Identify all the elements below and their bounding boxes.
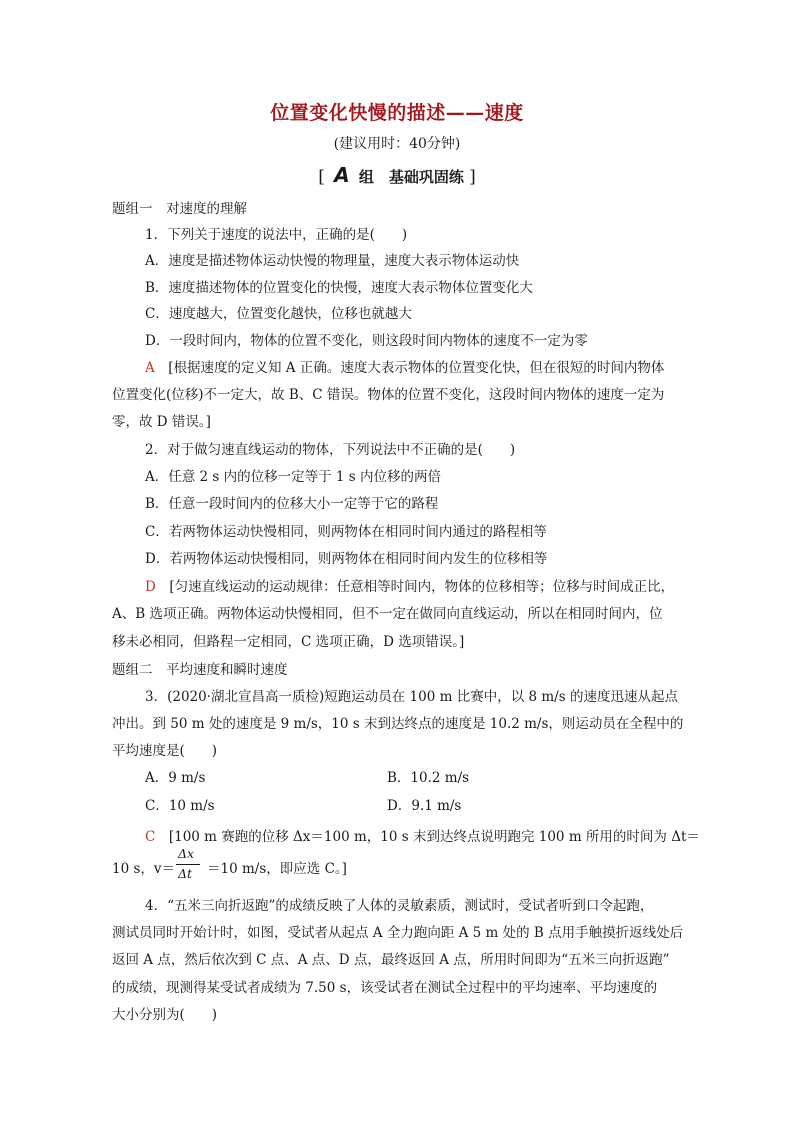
text-line: [145, 495, 438, 513]
text-line: [145, 305, 412, 323]
text-line: [145, 578, 674, 596]
line-text: 题组一 对速度的理解: [112, 201, 247, 217]
text-line: [112, 413, 211, 431]
line-text: 冲出。到 50 m 处的速度是 9 m/s，10 s 末到达终点的速度是 10.2 m/s，则运动员在全程中的: [112, 716, 684, 732]
line-text: D．若两物体运动快慢相同，则两物体在相同时间内发生的位移相等: [145, 551, 548, 567]
q3-option: D．9.1 m/s: [387, 798, 462, 814]
text-line: [145, 897, 653, 915]
line-text: A、B 选项正确。两物体运动快慢相同，但不一定在做同向直线运动，所以在相同时间内，位: [112, 606, 663, 622]
text-line: [112, 605, 662, 623]
line-text: 测试员同时开始计时，如图，受试者从起点 A 全力跑向距 A 5 m 处的 B 点用手触摸折返线处后: [112, 925, 684, 941]
text-line: [145, 279, 533, 297]
line-text: 移未必相同，但路程一定相同，C 选项正确，D 选项错误。]: [112, 634, 465, 650]
group-heading: [0, 163, 794, 187]
line-text: A．速度是描述物体运动快慢的物理量，速度大表示物体运动快: [145, 253, 520, 269]
line-text: A．任意 2 s 内的位移一定等于 1 s 内位移的两倍: [145, 469, 442, 485]
line-text: 1．下列关于速度的说法中，正确的是( ): [145, 227, 408, 243]
line-text: B．速度描述物体的位置变化的快慢，速度大表示物体位置变化大: [145, 280, 533, 296]
q3-option: B．10.2 m/s: [387, 770, 470, 786]
line-text: 题组二 平均速度和瞬时速度: [112, 662, 288, 678]
text-line: [112, 661, 288, 679]
text-line: [112, 924, 683, 942]
q3-answer-line-2: [112, 860, 347, 878]
line-text: 4．“五米三向折返跑”的成绩反映了人体的灵敏素质，测试时，受试者听到口令起跑，: [145, 898, 654, 914]
q3-option: A．9 m/s: [145, 770, 206, 786]
text-line: [145, 226, 407, 244]
line-text: 大小分别为( ): [112, 1007, 218, 1023]
fraction-numerator: Δx: [178, 846, 195, 861]
text-line: [112, 951, 670, 969]
line-text: 2．对于做匀速直线运动的物体，下列说法中不正确的是( ): [145, 442, 516, 458]
answer-letter: A: [145, 360, 155, 376]
fraction-bar: [176, 864, 200, 865]
q3-option: C．10 m/s: [145, 798, 215, 814]
line-text: [匀速直线运动的运动规律：任意相等时间内，物体的位移相等；位移与时间成正比，: [155, 579, 675, 595]
text-line: [145, 359, 664, 377]
text-line: [112, 200, 247, 218]
q3-answer-line2-pre: 10 s，v＝: [112, 861, 176, 877]
q3-answer-line2-post: ＝10 m/s，即应选 C。]: [207, 861, 347, 877]
q3-answer-letter: C: [145, 829, 156, 845]
group-letter: A: [334, 163, 350, 187]
text-line: [145, 252, 519, 270]
line-text: C．若两物体运动快慢相同，则两物体在相同时间内通过的路程相等: [145, 524, 547, 540]
text-line: [112, 1006, 217, 1024]
line-text: 位置变化(位移)不一定大，故 B、C 错误。物体的位置不变化，这段时间内物体的速度一定为: [112, 387, 665, 403]
line-text: [根据速度的定义知 A 正确。速度大表示物体的位置变化快，但在很短的时间内物体: [154, 360, 665, 376]
line-text: 零，故 D 错误。]: [112, 414, 211, 430]
text-line: [112, 715, 683, 733]
text-line: [112, 633, 464, 651]
line-text: 3．(2020·湖北宣昌高一质检)短跑运动员在 100 m 比赛中，以 8 m/s 的速度迅速从起点: [145, 689, 678, 705]
text-line: [112, 742, 217, 760]
text-line: [145, 550, 547, 568]
text-line: [145, 523, 547, 541]
line-text: 平均速度是( ): [112, 743, 218, 759]
time-suggestion: (建议用时：40分钟): [333, 136, 461, 152]
q3-answer-text: [100 m 赛跑的位移 Δx＝100 m，10 s 末到达终点说明跑完 100 m 所用的时间为 Δt＝: [155, 829, 700, 845]
q3-answer-line-1: [145, 828, 700, 846]
line-text: C．速度越大，位置变化越快，位移也就越大: [145, 306, 412, 322]
group-bracket-left: [: [318, 167, 325, 187]
line-text: 返回 A 点，然后依次到 C 点、A 点、D 点，最终返回 A 点，所用时间即为“五米三向折返跑”: [112, 952, 670, 968]
page-title: 位置变化快慢的描述——速度: [270, 102, 524, 124]
group-label: 组 基础巩固练: [358, 168, 464, 186]
text-line: [145, 441, 515, 459]
fraction-denominator: Δt: [178, 866, 193, 881]
answer-letter: D: [145, 579, 156, 595]
text-line: [145, 332, 588, 350]
text-line: [145, 688, 678, 706]
line-text: D．一段时间内，物体的位置不变化，则这段时间内物体的速度不一定为零: [145, 333, 588, 349]
group-bracket-right: ]: [469, 167, 476, 187]
text-line: [112, 979, 657, 997]
line-text: 的成绩，现测得某受试者成绩为 7.50 s，该受试者在测试全过程中的平均速率、平均速度的: [112, 980, 658, 996]
line-text: B．任意一段时间内的位移大小一定等于它的路程: [145, 496, 439, 512]
text-line: [112, 386, 664, 404]
text-line: [145, 468, 441, 486]
